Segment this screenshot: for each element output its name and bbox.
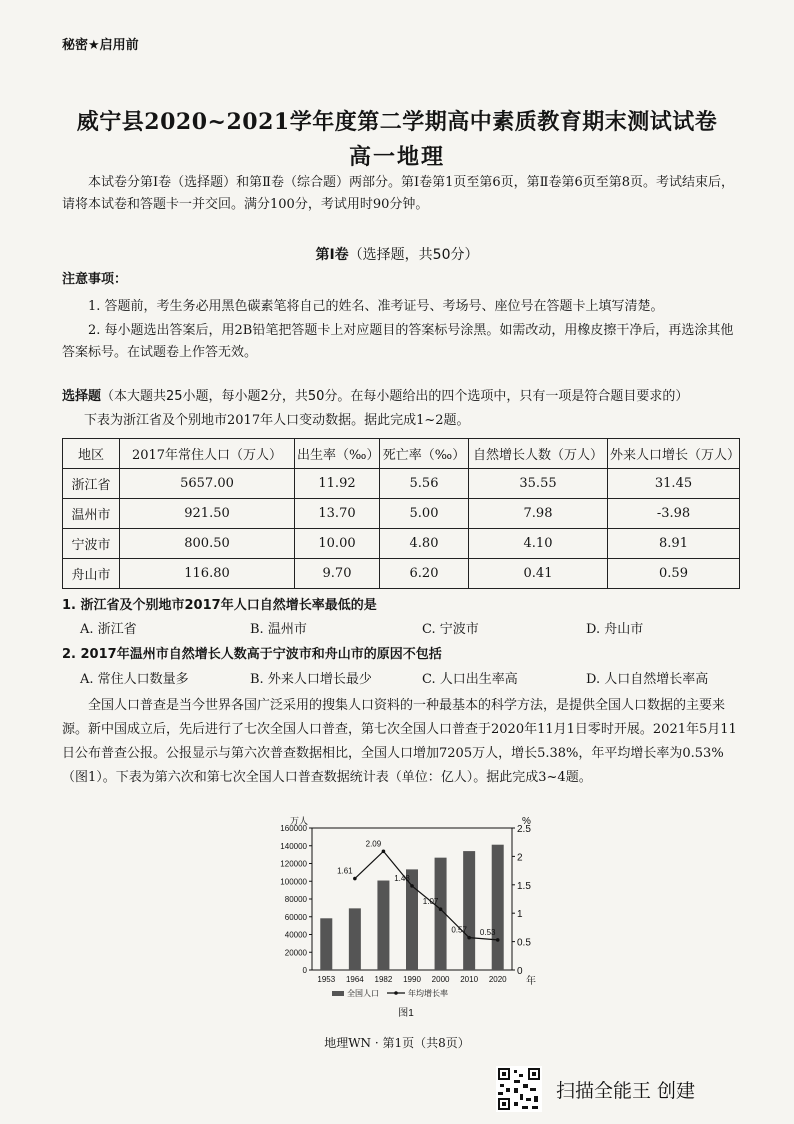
table-cell: 8.91 <box>608 529 740 559</box>
table-cell: 舟山市 <box>63 559 120 589</box>
question-2-option-d[interactable]: D. 人口自然增长率高 <box>586 672 709 687</box>
secret-label: 秘密★启用前 <box>62 38 139 53</box>
growth-rate-point <box>353 877 357 881</box>
y-left-axis-label: 万人 <box>290 816 309 826</box>
table-cell: 921.50 <box>120 499 295 529</box>
notice-title: 注意事项： <box>62 272 128 287</box>
section-subtitle: （选择题，共50分） <box>348 247 479 263</box>
table-cell: 4.80 <box>380 529 469 559</box>
growth-rate-point <box>496 938 500 942</box>
table-header: 死亡率（‰） <box>380 439 469 469</box>
table-header: 外来人口增长（万人） <box>608 439 740 469</box>
table-cell: 800.50 <box>120 529 295 559</box>
table-cell: 11.92 <box>295 469 380 499</box>
table-row <box>63 469 740 499</box>
table-cell: 10.00 <box>295 529 380 559</box>
exam-subject: 高一地理 <box>348 144 445 170</box>
growth-rate-label: 1.48 <box>394 873 410 883</box>
chart-bar <box>377 881 389 970</box>
table-cell: 5.00 <box>380 499 469 529</box>
question-1-option-a[interactable]: A. 浙江省 <box>80 622 137 637</box>
population-table <box>62 438 740 589</box>
growth-rate-point <box>439 907 443 911</box>
table-header: 2017年常住人口（万人） <box>120 439 295 469</box>
growth-rate-point <box>382 849 386 853</box>
chart-caption: 图1 <box>398 1008 414 1019</box>
question-2-option-a[interactable]: A. 常住人口数量多 <box>80 672 189 687</box>
table-header-row <box>63 439 740 469</box>
y-left-tick-label: 0 <box>302 966 307 975</box>
y-left-tick-label: 40000 <box>284 930 307 940</box>
scanner-watermark: 扫描全能王 创建 <box>556 1080 696 1102</box>
x-tick-label: 1982 <box>374 975 393 984</box>
table-cell: -3.98 <box>608 499 740 529</box>
section-title <box>0 244 794 264</box>
growth-rate-label: 1.07 <box>422 897 439 907</box>
table-cell: 6.20 <box>380 559 469 589</box>
chart-bar <box>349 908 361 970</box>
choice-desc: （本大题共25小题，每小题2分，共50分。在每小题给出的四个选项中，只有一项是符合题目要求的） <box>101 389 689 404</box>
x-tick-label: 2010 <box>460 975 479 984</box>
table-cell: 宁波市 <box>63 529 120 559</box>
legend-line-marker <box>394 991 398 995</box>
growth-rate-label: 0.57 <box>451 925 467 935</box>
question-1-option-b[interactable]: B. 温州市 <box>250 622 307 637</box>
table-cell: 116.80 <box>120 559 295 589</box>
x-tick-label: 1990 <box>403 975 421 984</box>
table-cell: 7.98 <box>469 499 608 529</box>
notice-item: 2. 每小题选出答案后，用2B铅笔把答题卡上对应题目的答案标号涂黑。如需改动，用橡皮擦干净后，再选涂其他答案标号。在试题卷上作答无效。 <box>62 323 734 360</box>
y-left-tick-label: 20000 <box>284 948 307 958</box>
table-cell: 35.55 <box>469 469 608 499</box>
legend-line-label: 年均增长率 <box>408 989 448 998</box>
growth-rate-point <box>410 884 414 888</box>
table-header: 出生率（‰） <box>295 439 380 469</box>
census-passage: 全国人口普查是当今世界各国广泛采用的搜集人口资料的一种最基本的科学方法，是提供全国人口数据的主要来源。新中国成立后，先后进行了七次全国人口普查，第七次全国人口普查于2020年11月1日零时开展。2021年5月11日公布普查公报。公报显示与第六次普查数据相比，全国人口增加7205万人，增长5.38%，年平均增长率为0.53%（图1）。下表为第六次和第七次全国人口普查数据统计表（单位：亿人）。据此完成3~4题。 <box>62 698 737 785</box>
y-left-tick-label: 60000 <box>284 912 307 922</box>
x-tick-label: 1964 <box>345 975 364 984</box>
table-cell: 13.70 <box>295 499 380 529</box>
y-right-tick-label: 1.5 <box>517 880 531 892</box>
y-left-tick-label: 120000 <box>280 859 307 869</box>
growth-rate-label: 1.61 <box>337 866 353 876</box>
table-header: 地区 <box>63 439 120 469</box>
chart-bar <box>492 845 504 970</box>
x-tick-label: 2000 <box>431 975 450 984</box>
choice-heading <box>62 385 688 404</box>
population-chart <box>262 812 562 1032</box>
table-cell: 5.56 <box>380 469 469 499</box>
question-2-option-c[interactable]: C. 人口出生率高 <box>422 672 518 687</box>
question-1-option-c[interactable]: C. 宁波市 <box>422 622 479 637</box>
table-cell: 0.41 <box>469 559 608 589</box>
table-cell: 温州市 <box>63 499 120 529</box>
exam-intro: 本试卷分第Ⅰ卷（选择题）和第Ⅱ卷（综合题）两部分。第Ⅰ卷第1页至第6页，第Ⅱ卷第6页至第8页。考试结束后，请将本试卷和答题卡一并交回。满分100分，考试用时90分钟。 <box>62 175 735 212</box>
y-right-tick-label: 2.5 <box>517 824 531 835</box>
table-row <box>63 499 740 529</box>
legend-bar-swatch <box>332 991 344 996</box>
chart-bar <box>320 918 332 970</box>
page-footer: 地理WN · 第1页（共8页） <box>324 1036 470 1050</box>
chart-bar <box>463 851 475 970</box>
y-right-tick-label: 1 <box>517 909 523 921</box>
legend-bar-label: 全国人口 <box>347 989 379 998</box>
table-row <box>63 529 740 559</box>
y-left-tick-label: 160000 <box>280 824 307 833</box>
x-tick-label: 1953 <box>317 975 336 984</box>
y-left-tick-label: 140000 <box>280 841 307 851</box>
x-tick-label: 2020 <box>488 975 507 984</box>
table-row <box>63 559 740 589</box>
table-cell: 0.59 <box>608 559 740 589</box>
y-right-tick-label: 0.5 <box>517 937 531 949</box>
table-cell: 5657.00 <box>120 469 295 499</box>
question-1-option-d[interactable]: D. 舟山市 <box>586 622 644 637</box>
table-cell: 31.45 <box>608 469 740 499</box>
growth-rate-point <box>467 936 471 940</box>
y-right-tick-label: 0 <box>517 966 523 977</box>
growth-rate-label: 2.09 <box>365 839 382 849</box>
growth-rate-line <box>355 851 498 940</box>
question-2-option-b[interactable]: B. 外来人口增长最少 <box>250 672 372 687</box>
exam-title: 威宁县2020~2021学年度第二学期高中素质教育期末测试试卷 <box>76 109 718 135</box>
section-name: 第Ⅰ卷 <box>315 247 349 263</box>
y-right-tick-label: 2 <box>517 852 523 864</box>
x-axis-label: 年 <box>526 976 536 987</box>
table-cell: 9.70 <box>295 559 380 589</box>
table-intro: 下表为浙江省及个别地市2017年人口变动数据。据此完成1~2题。 <box>84 413 470 428</box>
qr-code-icon <box>496 1066 542 1112</box>
table-cell: 浙江省 <box>63 469 120 499</box>
y-left-tick-label: 80000 <box>284 895 307 904</box>
choice-label: 选择题 <box>62 389 102 404</box>
y-right-axis-label: % <box>522 816 531 827</box>
notice-item: 1. 答题前，考生务必用黑色碳素笔将自己的姓名、准考证号、考场号、座位号在答题卡上填写清楚。 <box>88 299 664 314</box>
table-header: 自然增长人数（万人） <box>469 439 608 469</box>
y-left-tick-label: 100000 <box>280 877 307 887</box>
question-2-stem: 2. 2017年温州市自然增长人数高于宁波市和舟山市的原因不包括 <box>62 647 442 662</box>
question-1-stem: 1. 浙江省及个别地市2017年人口自然增长率最低的是 <box>62 598 377 613</box>
growth-rate-label: 0.53 <box>479 927 496 937</box>
table-cell: 4.10 <box>469 529 608 559</box>
